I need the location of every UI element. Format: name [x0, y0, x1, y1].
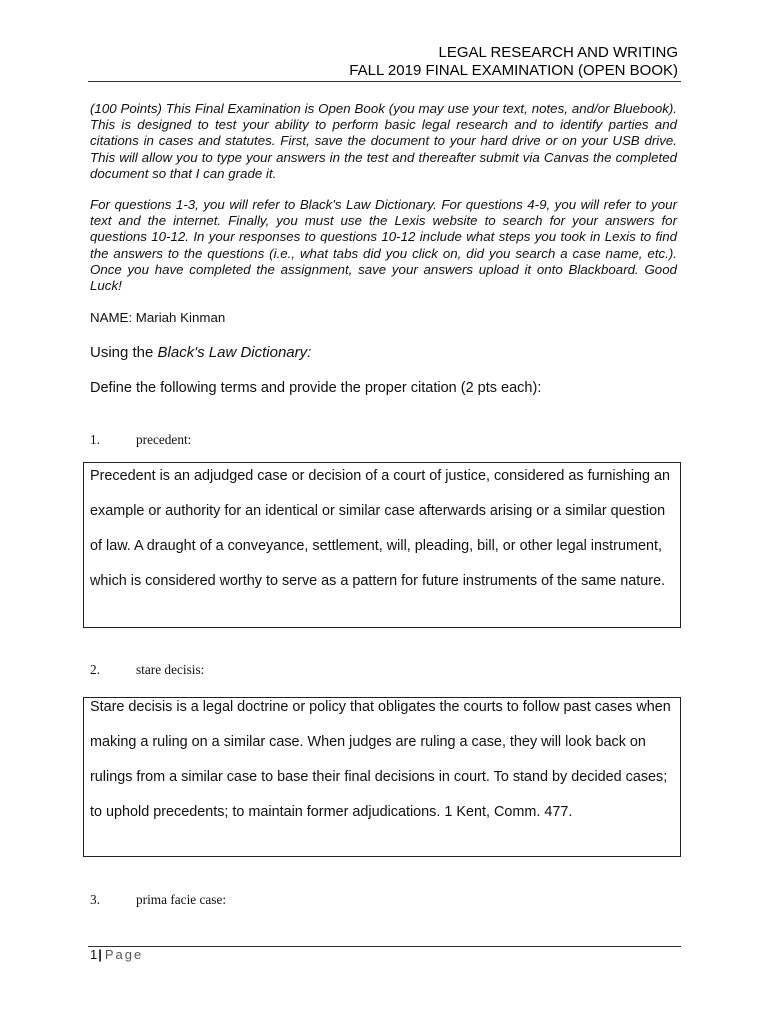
question-1-answer-text: Precedent is an adjudged case or decision of a court of justice, considered as furnishing an example or authority for an identical or similar case afterwards arising or a similar question of law. A draught of a conveyance, settlement, will, pleading, bill, or other legal instrument, which is considered worthy to serve as a pattern for future instruments of the same nature.	[90, 468, 670, 589]
section-heading	[90, 343, 311, 362]
header-rule	[88, 81, 681, 82]
page-number: 1	[90, 947, 98, 962]
question-3-number: 3.	[90, 892, 100, 907]
intro-paragraph-1: (100 Points) This Final Examination is Open Book (you may use your text, notes, and/or Bluebook). This is designed to test your ability to perform basic legal research and to identify parties and citations in cases and statutes. First, save the document to your hard drive or on your USB drive. This will allow you to type your answers in the test and thereafter submit via Canvas the completed document so that I can grade it.	[90, 101, 677, 181]
page-label: Page	[104, 947, 144, 962]
student-name: NAME: Mariah Kinman	[90, 310, 226, 325]
footer-rule	[88, 946, 681, 947]
question-2-number: 2.	[90, 662, 100, 677]
question-3-term: prima facie case:	[136, 892, 227, 907]
section-heading-source: Black's Law Dictionary:	[157, 344, 312, 361]
question-1-answer-box[interactable]	[83, 462, 681, 628]
question-2-term: stare decisis:	[136, 662, 205, 677]
page-separator: |	[98, 947, 102, 962]
section-instruction: Define the following terms and provide the proper citation (2 pts each):	[90, 380, 542, 396]
exam-title: FALL 2019 FINAL EXAMINATION (OPEN BOOK)	[349, 62, 678, 79]
course-title: LEGAL RESEARCH AND WRITING	[438, 44, 678, 61]
question-1-number: 1.	[90, 432, 100, 447]
page-footer	[90, 947, 143, 963]
question-2-answer-text: Stare decisis is a legal doctrine or policy that obligates the courts to follow past cases when making a ruling on a similar case. When judges are ruling a case, they will look back on rulings from a similar case to base their final decisions in court. To stand by decided cases; to uphold precedents; to maintain former adjudications. 1 Kent, Comm. 477.	[90, 699, 671, 820]
intro-paragraph-2: For questions 1-3, you will refer to Black's Law Dictionary. For questions 4-9, you will refer to your text and the internet. Finally, you must use the Lexis website to search for your answers for questions 10-12. In your responses to questions 10-12 include what steps you took in Lexis to find the answers to the questions (i.e., what tabs did you click on, did you search a case name, etc.). Once you have completed the assignment, save your answers upload it onto Blackboard. Good Luck!	[90, 197, 677, 294]
section-heading-prefix: Using the	[90, 344, 158, 361]
question-1-term: precedent:	[136, 432, 192, 447]
question-2-answer-box[interactable]	[83, 697, 681, 857]
